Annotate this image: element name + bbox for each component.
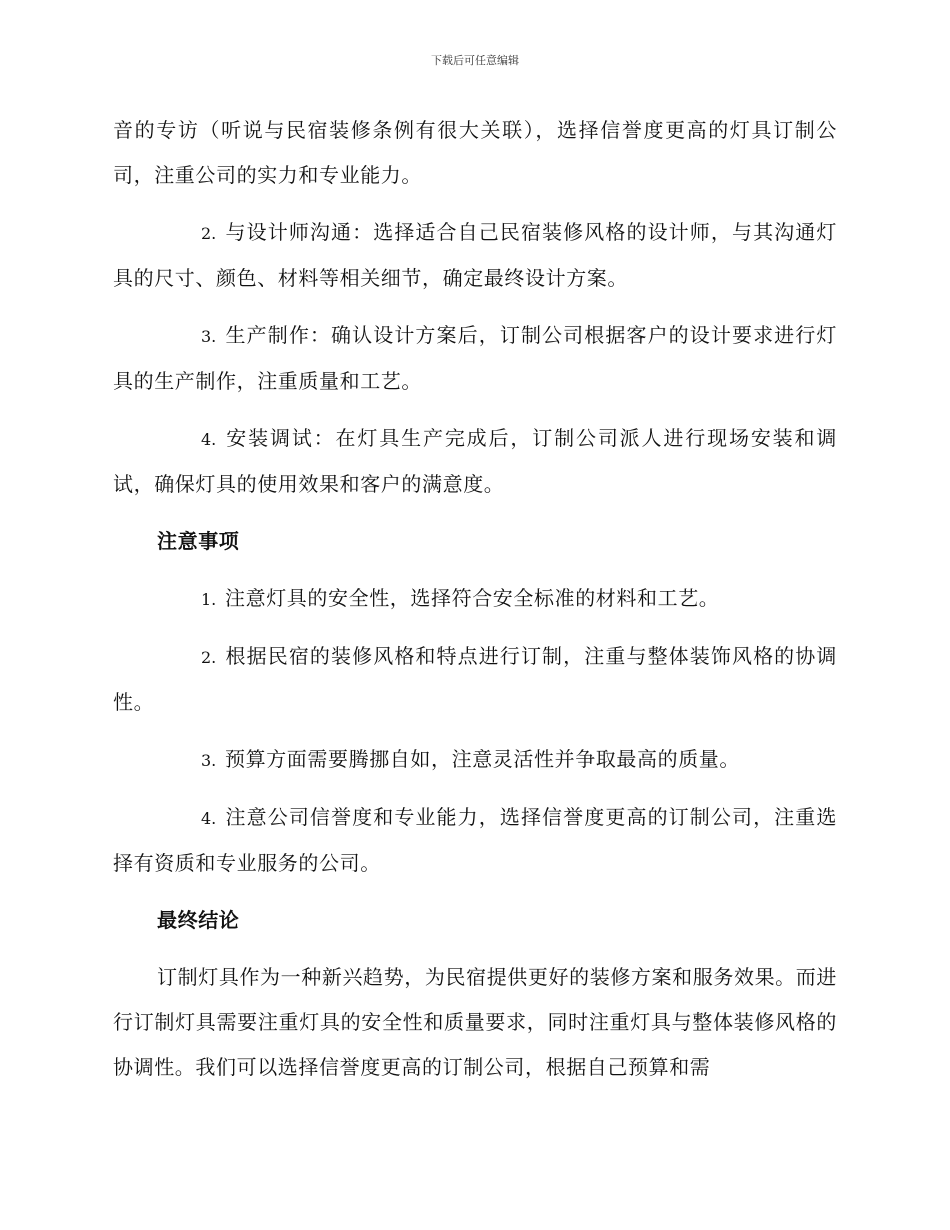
note-text: 预算方面需要腾挪自如，注意灵活性并争取最高的质量。 (225, 747, 740, 771)
note-number: 2. (201, 648, 217, 667)
note-number: 1. (201, 590, 217, 609)
process-step-2 (113, 210, 837, 301)
notes-heading: 注意事项 (157, 529, 240, 553)
note-item-1 (113, 576, 837, 622)
step-number: 3. (201, 327, 217, 346)
note-text: 根据民宿的装修风格和特点进行订制，注重与整体装饰风格的协调性。 (113, 644, 837, 714)
note-item-2 (113, 634, 837, 725)
step-text: 安装调试：在灯具生产完成后，订制公司派人进行现场安装和调试，确保灯具的使用效果和客户的满意度。 (113, 426, 837, 496)
process-step-4 (113, 416, 837, 507)
document-body (113, 108, 837, 1102)
note-text: 注意灯具的安全性，选择符合安全标准的材料和工艺。 (225, 586, 720, 610)
step-number: 2. (201, 224, 217, 243)
conclusion-paragraph: 订制灯具作为一种新兴趋势，为民宿提供更好的装修方案和服务效果。而进行订制灯具需要注重灯具的安全性和质量要求，同时注重灯具与整体装修风格的协调性。我们可以选择信誉度更高的订制公司，根据自己预算和需 (113, 965, 837, 1079)
intro-paragraph: 音的专访（听说与民宿装修条例有很大关联），选择信誉度更高的灯具订制公司，注重公司的实力和专业能力。 (113, 118, 837, 187)
page-header: 下载后可任意编辑 (431, 54, 519, 67)
note-text: 注意公司信誉度和专业能力，选择信誉度更高的订制公司，注重选择有资质和专业服务的公司。 (113, 805, 837, 875)
step-text: 与设计师沟通：选择适合自己民宿装修风格的设计师，与其沟通灯具的尺寸、颜色、材料等相关细节，确定最终设计方案。 (113, 220, 837, 290)
note-number: 3. (201, 751, 217, 770)
note-item-3 (113, 737, 837, 783)
note-item-4 (113, 795, 837, 886)
step-number: 4. (201, 430, 217, 449)
conclusion-heading: 最终结论 (157, 908, 240, 932)
process-step-3 (113, 313, 837, 404)
step-text: 生产制作：确认设计方案后，订制公司根据客户的设计要求进行灯具的生产制作，注重质量和工艺。 (113, 323, 837, 393)
note-number: 4. (201, 809, 217, 828)
